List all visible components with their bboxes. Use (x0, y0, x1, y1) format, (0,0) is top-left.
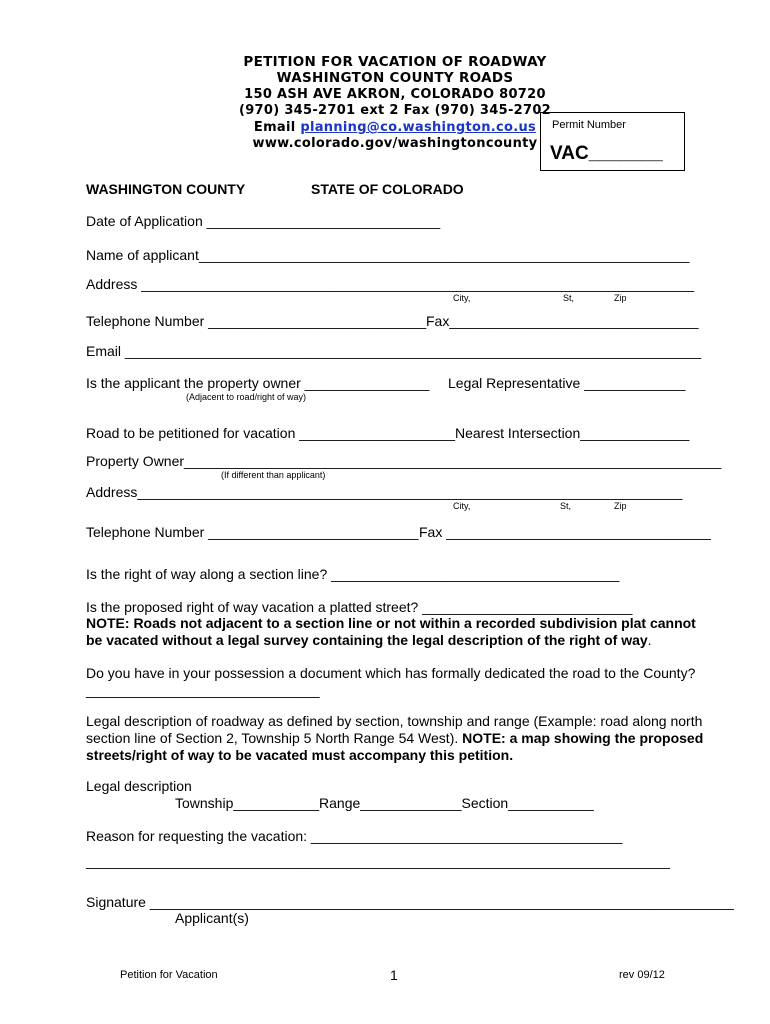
fax-field[interactable]: Fax________________________________ (426, 313, 699, 329)
footer-form-name: Petition for Vacation (120, 969, 218, 981)
reason-field[interactable]: Reason for requesting the vacation: ________________________________________ (86, 828, 623, 844)
property-owner-field[interactable]: Property Owner_____________________________________________________________________ (86, 453, 722, 469)
footer-revision: rev 09/12 (619, 969, 665, 981)
address-city-caption: City, (453, 293, 471, 303)
address-st-caption: St, (563, 293, 575, 303)
legal-representative-field[interactable]: Legal Representative _____________ (448, 375, 686, 391)
office-address: 150 ASH AVE AKRON, COLORADO 80720 (244, 87, 546, 102)
map-note: NOTE: a map showing the proposed streets/right of way to be vacated must accompany this petition. (86, 730, 704, 763)
office-website: www.colorado.gov/washingtoncounty (252, 136, 538, 151)
date-of-application-field[interactable]: Date of Application ______________________________ (86, 213, 441, 229)
property-owner-note: (If different than applicant) (221, 470, 326, 480)
township-range-section-fields[interactable]: Township___________Range_____________Section___________ (175, 795, 594, 811)
property-owner-question[interactable]: Is the applicant the property owner ________________ (86, 375, 430, 391)
dedication-document-answer[interactable]: ______________________________ (86, 682, 320, 698)
permit-number-box (540, 112, 685, 171)
form-title: PETITION FOR VACATION OF ROADWAY (243, 54, 547, 70)
owner-telephone-field[interactable]: Telephone Number ___________________________ (86, 524, 419, 540)
permit-number-field[interactable]: VAC_______ (550, 143, 663, 164)
survey-note-end: . (647, 632, 652, 648)
owner-fax-field[interactable]: Fax __________________________________ (419, 524, 711, 540)
dedication-document-question: Do you have in your possession a document which has formally dedicated the road to the County? (86, 665, 696, 681)
survey-note (86, 615, 706, 649)
signature-caption: Applicant(s) (175, 910, 249, 926)
owner-address-field[interactable]: Address______________________________________________________________________ (86, 484, 683, 500)
section-line-question[interactable]: Is the right of way along a section line? _____________________________________ (86, 566, 620, 582)
office-phone-fax: (970) 345-2701 ext 2 Fax (970) 345-2702 (238, 103, 552, 118)
form-subtitle: WASHINGTON COUNTY ROADS (276, 70, 514, 86)
legal-description-instructions (86, 713, 706, 764)
property-owner-note: (Adjacent to road/right of way) (186, 392, 307, 402)
legal-description-text: Legal description of roadway as defined by section, township and range (Example: road along north section line of Section 2, Township 5 North Range 54 West). (86, 713, 703, 746)
county-heading: WASHINGTON COUNTY (86, 181, 246, 197)
state-heading: STATE OF COLORADO (311, 181, 464, 197)
applicant-name-field[interactable]: Name of applicant_______________________________________________________________ (86, 247, 690, 263)
email-field[interactable]: Email __________________________________________________________________________ (86, 343, 702, 359)
page-number: 1 (390, 967, 398, 983)
legal-description-label: Legal description (86, 778, 192, 794)
applicant-address-field[interactable]: Address _______________________________________________________________________ (86, 276, 695, 292)
permit-number-label: Permit Number (552, 119, 626, 131)
signature-field[interactable]: Signature ___________________________________________________________________________ (86, 894, 734, 910)
owner-address-city-caption: City, (453, 501, 471, 511)
address-zip-caption: Zip (614, 293, 627, 303)
telephone-field[interactable]: Telephone Number ____________________________ (86, 313, 427, 329)
owner-address-st-caption: St, (560, 501, 572, 511)
survey-note-text: NOTE: Roads not adjacent to a section line or not within a recorded subdivision plat cannot be vacated without a legal survey containing the legal description of the right of way (86, 615, 696, 648)
owner-address-zip-caption: Zip (614, 501, 627, 511)
road-nearest-intersection-field[interactable]: Road to be petitioned for vacation ____________________Nearest Intersection______________ (86, 425, 690, 441)
email-label: Email (253, 120, 301, 135)
platted-street-question[interactable]: Is the proposed right of way vacation a platted street? ___________________________ (86, 599, 633, 615)
reason-field-line-2[interactable]: ___________________________________________________________________________ (86, 853, 670, 869)
email-link[interactable]: planning@co.washington.co.us (300, 120, 537, 135)
